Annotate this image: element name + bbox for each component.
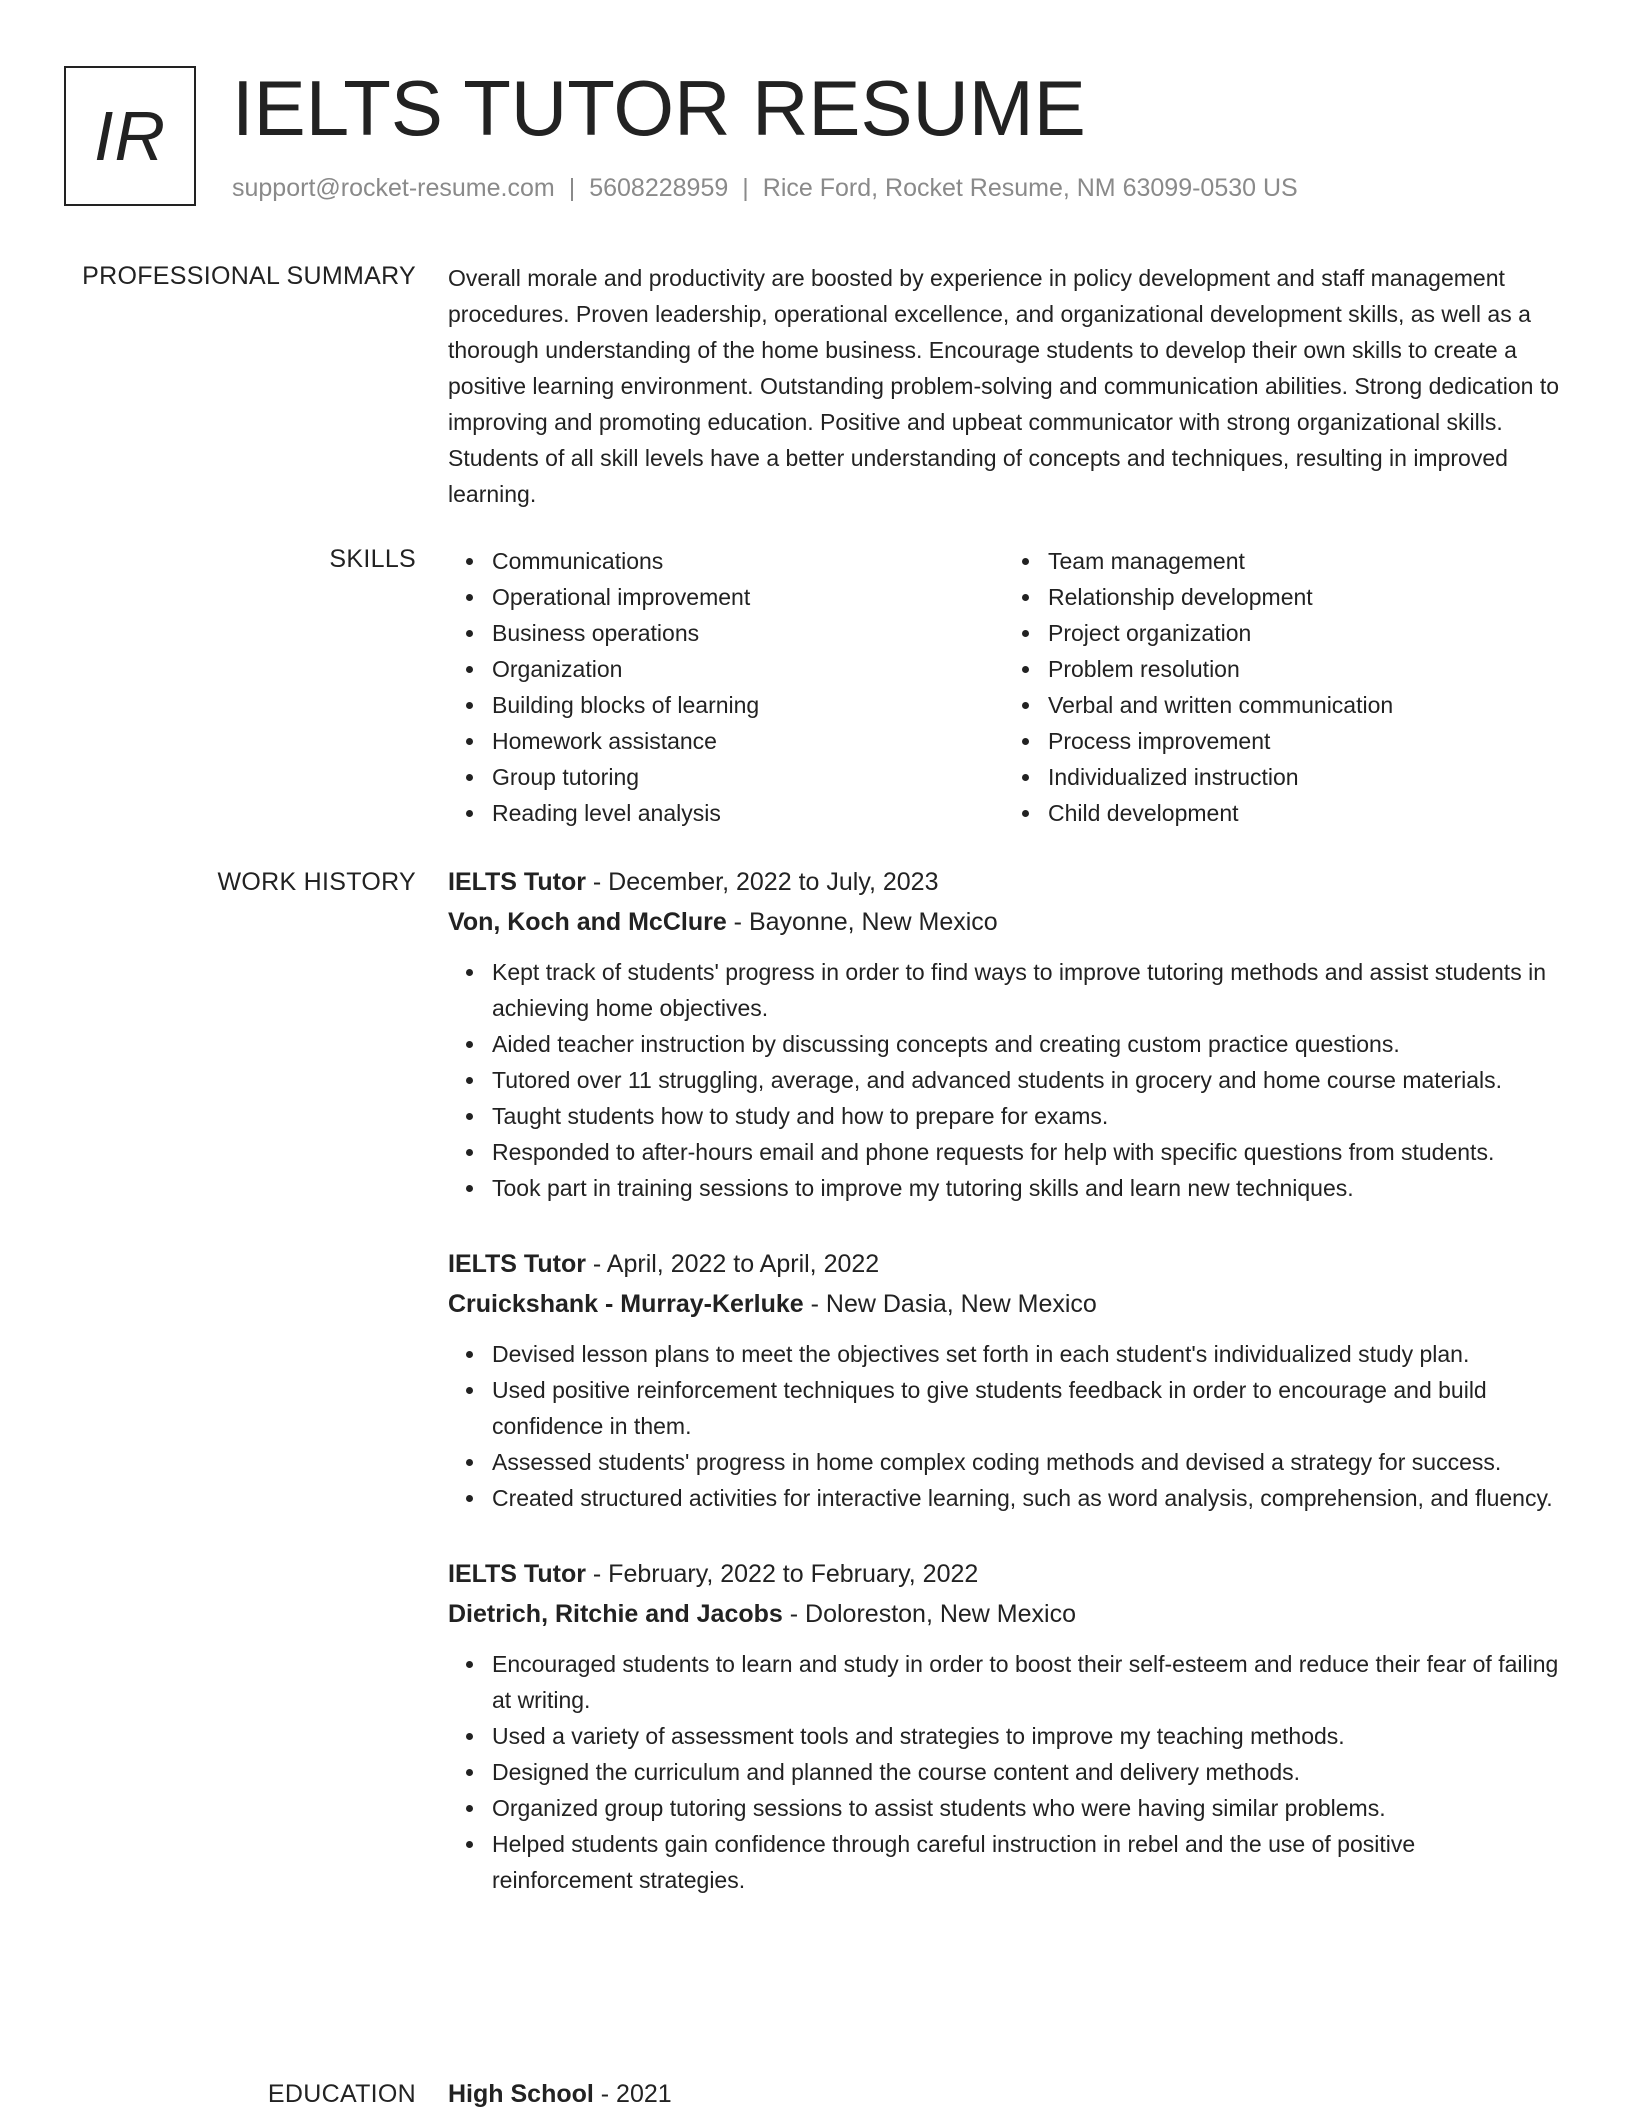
job-company-line [448,1284,1560,1324]
job-bullet-list [448,1646,1560,1898]
job-bullet: Used positive reinforcement techniques to give students feedback in order to encourage and build confidence in them. [492,1372,1560,1444]
education-heading: EDUCATION [267,2080,416,2108]
job-title-line [448,1554,1560,1594]
job-company: Von, Koch and McClure [448,908,727,936]
job-bullet: Devised lesson plans to meet the objectives set forth in each student's individualized study plan. [492,1336,1560,1372]
skill-item: Relationship development [1048,579,1560,615]
education-degree: High School [448,2080,594,2108]
job-bullet: Assessed students' progress in home complex coding methods and devised a strategy for success. [492,1444,1560,1480]
job-bullet: Tutored over 11 struggling, average, and advanced students in grocery and home course materials. [492,1062,1560,1098]
job-bullet: Created structured activities for interactive learning, such as word analysis, comprehension, and fluency. [492,1480,1560,1516]
job-company-line [448,902,1560,942]
skill-item: Homework assistance [492,723,1004,759]
skill-item: Team management [1048,543,1560,579]
resume-title: IELTS TUTOR RESUME [232,64,1086,152]
job-bullet: Responded to after-hours email and phone requests for help with specific questions from students. [492,1134,1560,1170]
job-company: Dietrich, Ritchie and Jacobs [448,1600,783,1628]
skill-item: Verbal and written communication [1048,687,1560,723]
job-title-line [448,862,1560,902]
contact-line [232,174,1298,203]
skill-item: Operational improvement [492,579,1004,615]
job-bullet: Helped students gain confidence through careful instruction in rebel and the use of positive reinforcement strategies. [492,1826,1560,1898]
job-bullet: Designed the curriculum and planned the course content and delivery methods. [492,1754,1560,1790]
job-title-line [448,1244,1560,1284]
skills-list-left [448,543,1004,831]
contact-separator: | [742,174,749,202]
skill-item: Problem resolution [1048,651,1560,687]
job-bullet: Used a variety of assessment tools and strategies to improve my teaching methods. [492,1718,1560,1754]
education-entry [448,2074,1560,2114]
job-dates: - February, 2022 to February, 2022 [585,1560,979,1588]
job-bullet-list [448,1336,1560,1516]
job-entry [448,1244,1560,1516]
job-bullet: Taught students how to study and how to prepare for exams. [492,1098,1560,1134]
skill-item: Building blocks of learning [492,687,1004,723]
contact-address: Rice Ford, Rocket Resume, NM 63099-0530 US [762,174,1298,202]
monogram-logo: IR [64,66,196,206]
skill-item: Reading level analysis [492,795,1004,831]
skill-item: Organization [492,651,1004,687]
job-bullet: Took part in training sessions to improve my tutoring skills and learn new techniques. [492,1170,1560,1206]
skill-item: Process improvement [1048,723,1560,759]
job-list [448,862,1560,1936]
job-bullet: Encouraged students to learn and study in order to boost their self-esteem and reduce their fear of failing at writing. [492,1646,1560,1718]
job-bullet: Aided teacher instruction by discussing concepts and creating custom practice questions. [492,1026,1560,1062]
job-title: IELTS Tutor [448,1560,586,1588]
job-dates: - April, 2022 to April, 2022 [585,1250,880,1278]
job-company: Cruickshank - Murray-Kerluke [448,1290,804,1318]
summary-text: Overall morale and productivity are boosted by experience in policy development and staff management procedures. Proven leadership, operational excellence, and organizational development skills, as well as a thorough understanding of the home business. Encourage students to develop their own skills to create a positive learning environment. Outstanding problem-solving and communication abilities. Strong dedication to improving and promoting education. Positive and upbeat communicator with strong organizational skills. Students of all skill levels have a better understanding of concepts and techniques, resulting in improved learning. [448,265,1560,507]
job-title: IELTS Tutor [448,868,586,896]
skills-list-right [1004,543,1560,831]
contact-email: support@rocket-resume.com [232,174,555,202]
job-entry [448,1554,1560,1898]
job-bullet-list [448,954,1560,1206]
contact-phone: 5608228959 [589,174,729,202]
summary-heading: PROFESSIONAL SUMMARY [82,262,416,290]
skills-heading: SKILLS [329,545,416,573]
job-entry [448,862,1560,1206]
job-location: - Bayonne, New Mexico [726,908,998,936]
contact-separator: | [568,174,576,202]
job-location: - New Dasia, New Mexico [803,1290,1097,1318]
skill-item: Individualized instruction [1048,759,1560,795]
skill-item: Child development [1048,795,1560,831]
resume-header [64,66,1564,212]
job-dates: - December, 2022 to July, 2023 [585,868,939,896]
job-bullet: Organized group tutoring sessions to assist students who were having similar problems. [492,1790,1560,1826]
skill-item: Communications [492,543,1004,579]
job-location: - Doloreston, New Mexico [782,1600,1076,1628]
skill-item: Business operations [492,615,1004,651]
skill-item: Group tutoring [492,759,1004,795]
work-history-heading: WORK HISTORY [217,868,416,896]
education-year: - 2021 [593,2080,672,2108]
job-bullet: Kept track of students' progress in order to find ways to improve tutoring methods and assist students in achieving home objectives. [492,954,1560,1026]
job-title: IELTS Tutor [448,1250,586,1278]
skill-item: Project organization [1048,615,1560,651]
job-company-line [448,1594,1560,1634]
